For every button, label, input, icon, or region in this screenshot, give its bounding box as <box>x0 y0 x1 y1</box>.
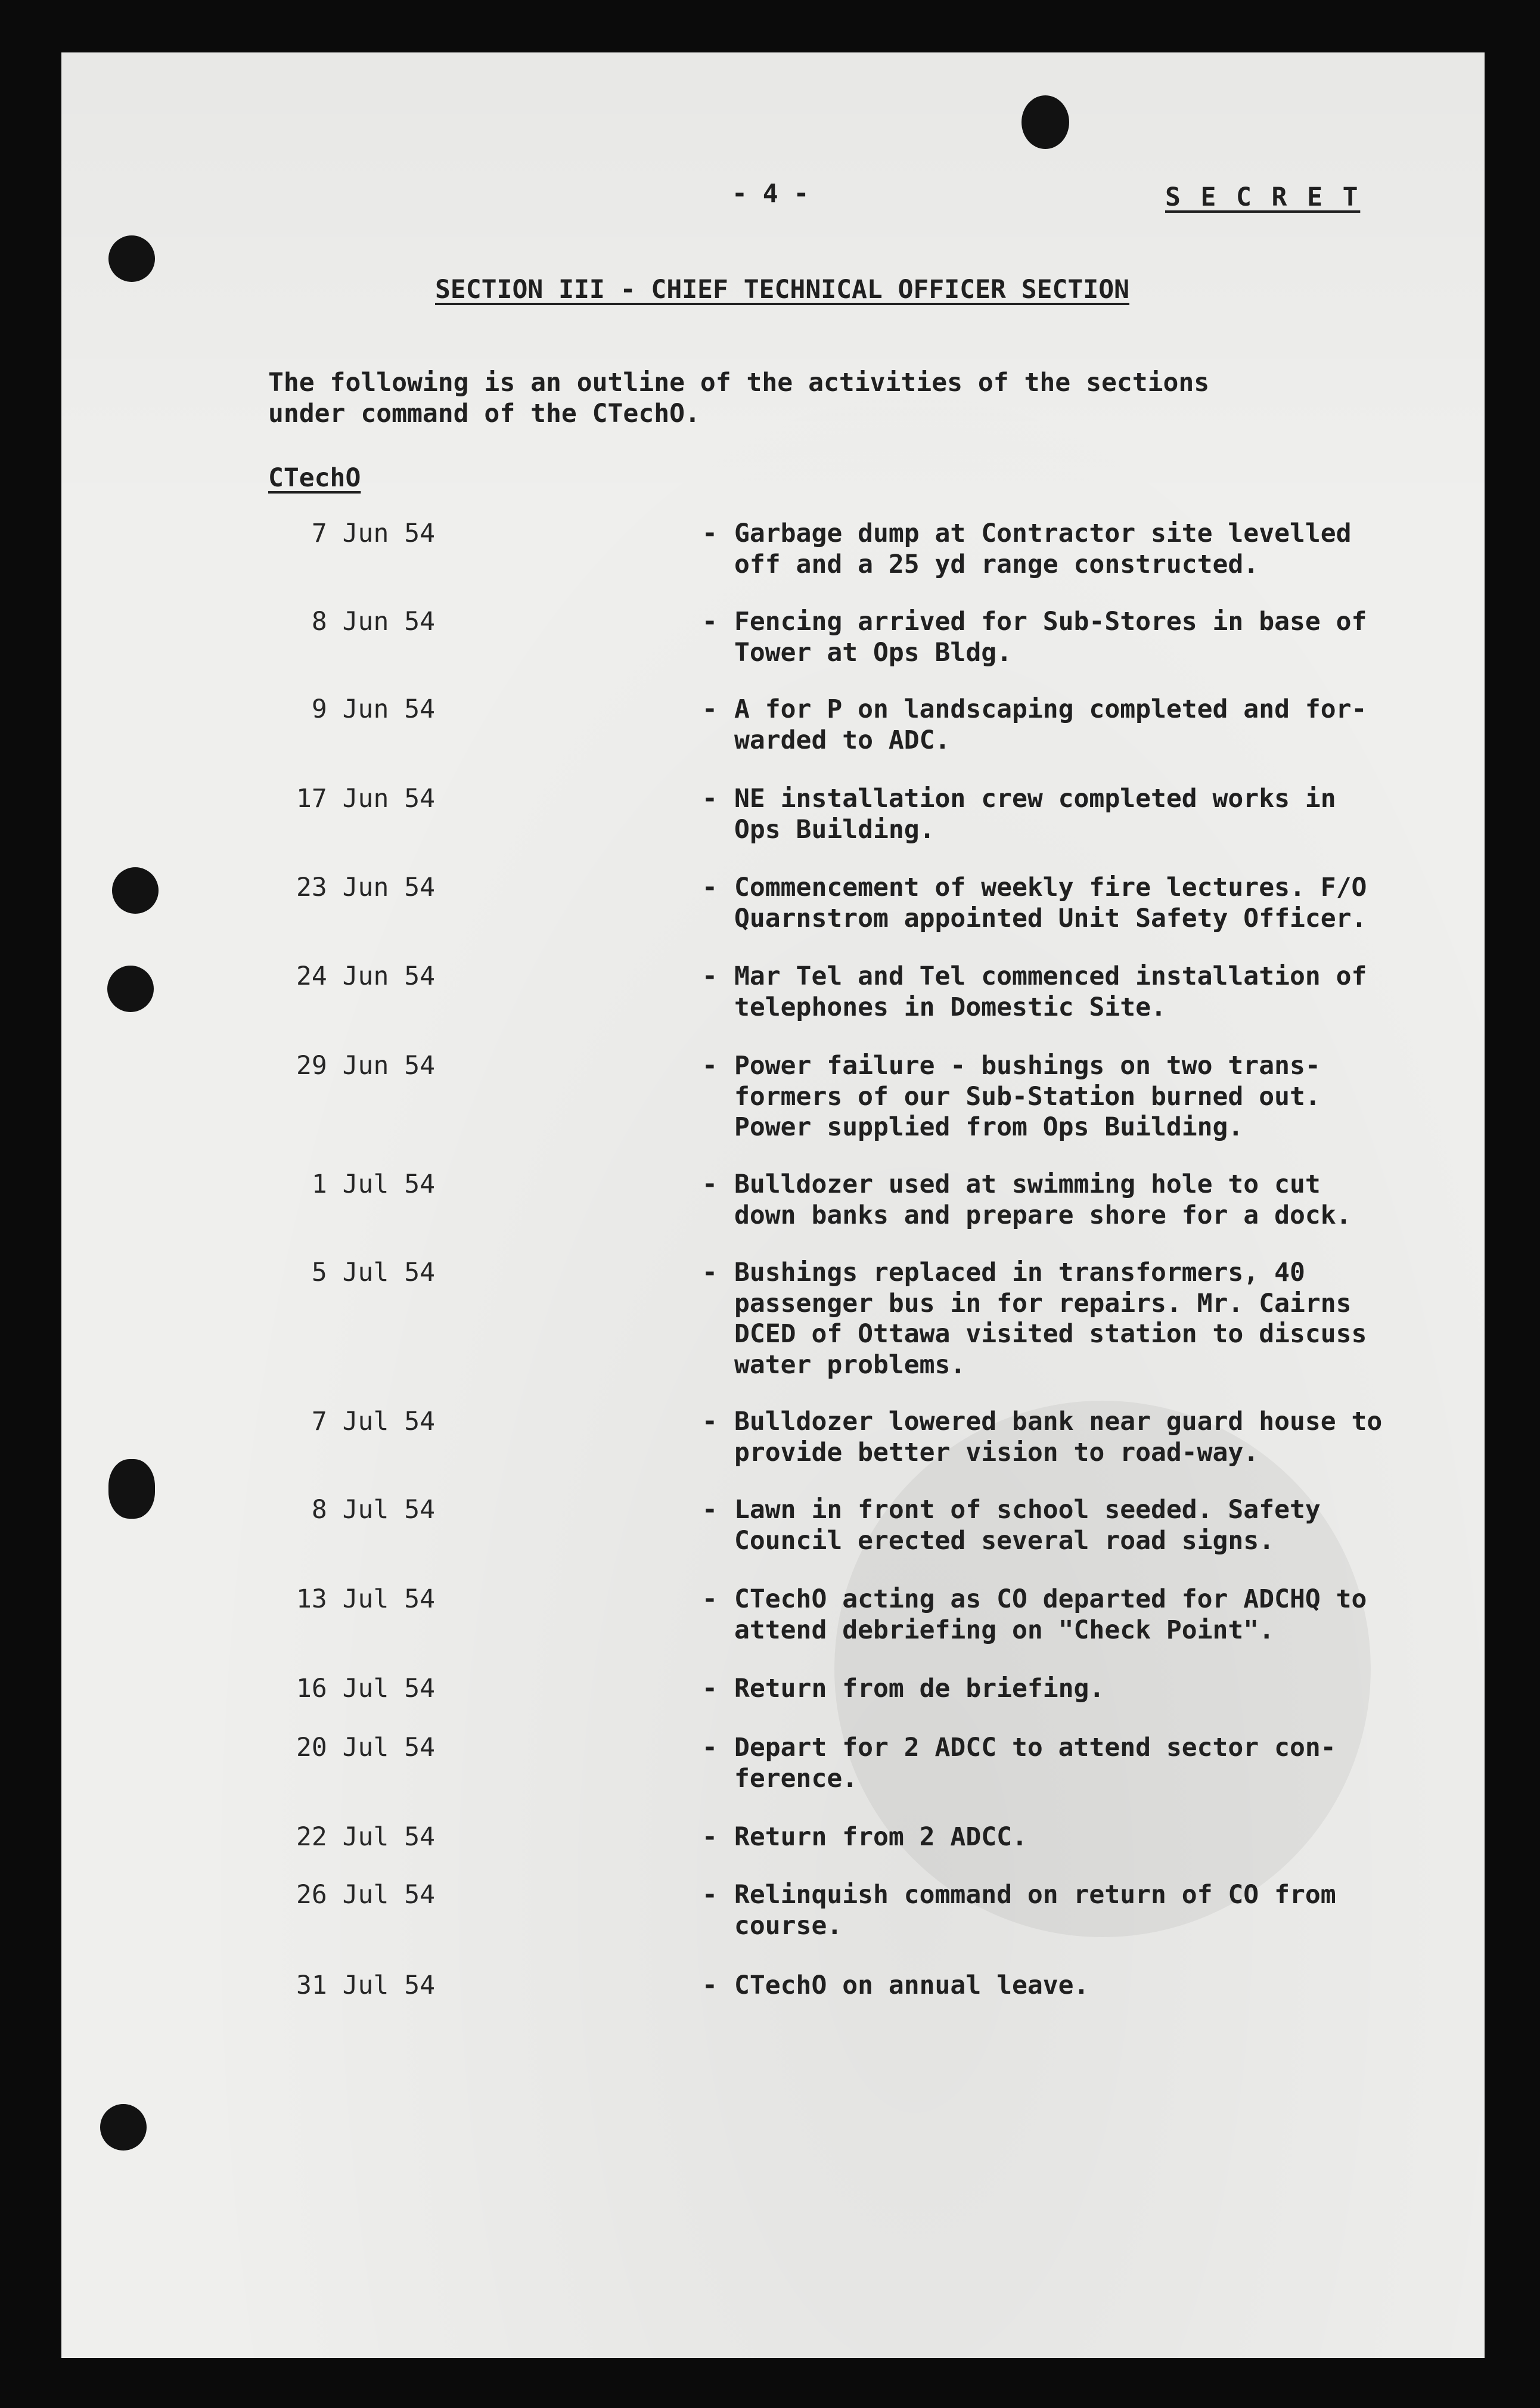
entry-dash: - <box>702 607 718 637</box>
section-title: SECTION III - CHIEF TECHNICAL OFFICER SECTION <box>435 275 1129 305</box>
entry-dash: - <box>702 1880 718 1910</box>
entry-dash: - <box>702 1051 718 1081</box>
entry-date: 5 Jul 54 <box>311 1258 435 1287</box>
entry-date: 7 Jun 54 <box>311 519 435 548</box>
entry-dash: - <box>702 1674 718 1703</box>
entry-date: 20 Jul 54 <box>296 1733 435 1762</box>
entry-dash: - <box>702 873 718 902</box>
entry-date: 8 Jul 54 <box>311 1495 435 1525</box>
page-number: - 4 - <box>732 179 809 209</box>
entry-text: Relinquish command on return of CO from course. <box>734 1880 1336 1941</box>
entry-dash: - <box>702 784 718 814</box>
intro-paragraph: The following is an outline of the activities of the sections under command of the CTechO. <box>268 368 1210 429</box>
punch-hole <box>100 2104 147 2151</box>
entry-dash: - <box>702 1407 718 1436</box>
entry-dash: - <box>702 1733 718 1762</box>
entry-text: Depart for 2 ADCC to attend sector con- ference. <box>734 1733 1336 1793</box>
entry-dash: - <box>702 694 718 724</box>
entry-dash: - <box>702 1258 718 1287</box>
entry-date: 9 Jun 54 <box>311 694 435 724</box>
entry-date: 22 Jul 54 <box>296 1822 435 1852</box>
entry-date: 23 Jun 54 <box>296 873 435 902</box>
entry-text: Bulldozer lowered bank near guard house to provide better vision to road-way. <box>734 1407 1383 1467</box>
entry-text: Garbage dump at Contractor site levelled off and a 25 yd range constructed. <box>734 519 1352 579</box>
entry-date: 16 Jul 54 <box>296 1674 435 1703</box>
entry-text: NE installation crew completed works in Ops Building. <box>734 784 1336 845</box>
entry-date: 24 Jun 54 <box>296 961 435 991</box>
entry-date: 7 Jul 54 <box>311 1407 435 1436</box>
punch-hole <box>108 1459 155 1519</box>
classification-marking: S E C R E T <box>1165 182 1361 212</box>
entry-dash: - <box>702 1495 718 1525</box>
punch-hole <box>107 966 154 1012</box>
entry-dash: - <box>702 519 718 548</box>
entry-date: 13 Jul 54 <box>296 1584 435 1614</box>
entry-date: 1 Jul 54 <box>311 1169 435 1199</box>
entry-date: 8 Jun 54 <box>311 607 435 637</box>
entry-dash: - <box>702 1971 718 2000</box>
entry-text: Fencing arrived for Sub-Stores in base of Tower at Ops Bldg. <box>734 607 1367 668</box>
entry-dash: - <box>702 1169 718 1199</box>
entry-date: 31 Jul 54 <box>296 1971 435 2000</box>
entry-text: CTechO on annual leave. <box>734 1971 1089 2000</box>
entry-date: 26 Jul 54 <box>296 1880 435 1910</box>
entry-date: 17 Jun 54 <box>296 784 435 814</box>
entry-text: Power failure - bushings on two trans- formers of our Sub-Station burned out. Power supplied from Ops Building. <box>734 1051 1321 1143</box>
entry-text: Bushings replaced in transformers, 40 passenger bus in for repairs. Mr. Cairns DCED of Ottawa visited station to discuss water problems. <box>734 1258 1367 1380</box>
entry-text: Return from 2 ADCC. <box>734 1822 1027 1852</box>
entry-text: Commencement of weekly fire lectures. F/O Quarnstrom appointed Unit Safety Officer. <box>734 873 1367 933</box>
ink-blot <box>1022 95 1069 149</box>
entry-text: Return from de briefing. <box>734 1674 1105 1703</box>
entry-dash: - <box>702 1822 718 1852</box>
section-label: CTechO <box>268 463 361 493</box>
entry-dash: - <box>702 961 718 991</box>
entry-text: CTechO acting as CO departed for ADCHQ to attend debriefing on "Check Point". <box>734 1584 1367 1645</box>
entry-text: Lawn in front of school seeded. Safety Council erected several road signs. <box>734 1495 1321 1556</box>
entry-text: Mar Tel and Tel commenced installation of telephones in Domestic Site. <box>734 961 1367 1022</box>
entry-text: A for P on landscaping completed and for- warded to ADC. <box>734 694 1367 755</box>
entry-dash: - <box>702 1584 718 1614</box>
entry-date: 29 Jun 54 <box>296 1051 435 1081</box>
punch-hole <box>108 235 155 282</box>
punch-hole <box>112 867 159 914</box>
paper-smudge <box>834 1401 1371 1937</box>
entry-text: Bulldozer used at swimming hole to cut down banks and prepare shore for a dock. <box>734 1169 1352 1230</box>
